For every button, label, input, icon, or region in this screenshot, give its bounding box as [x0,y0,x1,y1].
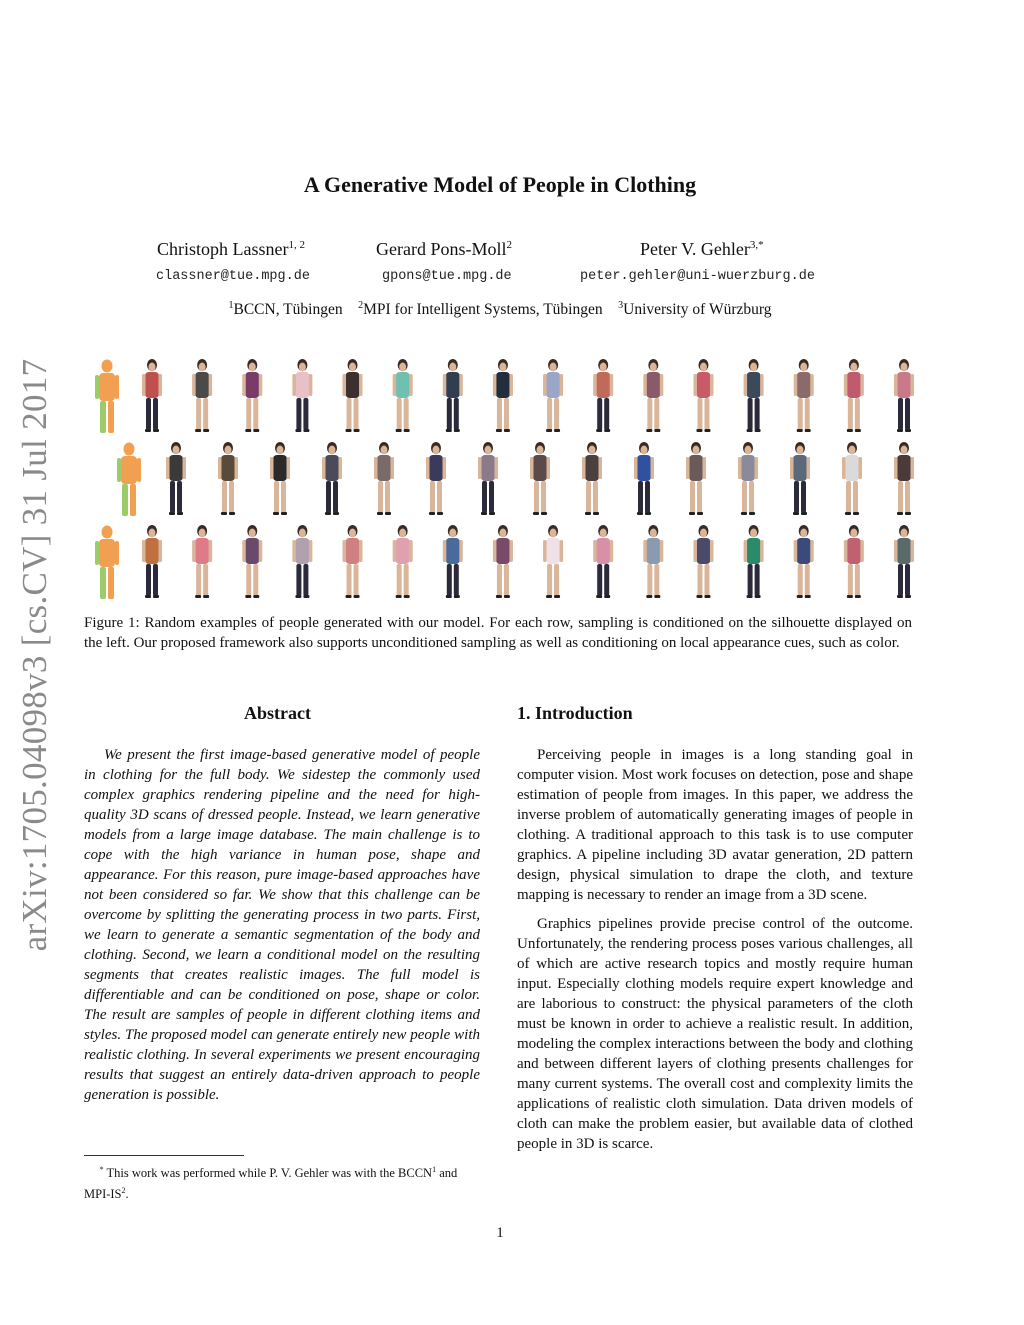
intro-paragraph-2: Graphics pipelines provide precise control of the outcome. Unfortunately, the rendering process poses various challenges, all of which are active research topics and mostly require human input. Especially clothing models require expert knowledge and are laborious to construct: the physical parameters of the cloth must be known in order to achieve a realistic result. In addition, modeling the complex interactions between the body and clothing and between different layers of clothing presents challenges for many current systems. The overall cost and complexity limits the applications of realistic cloth simulation. Data driven models of cloth can make the problem easier, but available data of clothed people in 3D is scarce. [517,916,913,1152]
generated-person [844,525,864,598]
footnote-rule [84,1155,244,1156]
generated-person [426,442,446,515]
generated-person [744,525,764,598]
affil-2: MPI for Intelligent Systems, Tübingen [363,301,603,319]
author-2-email[interactable]: gpons@tue.mpg.de [382,269,512,284]
generated-person [844,359,864,432]
generated-person [393,359,413,432]
author-2-name: Gerard Pons-Moll [376,239,507,259]
intro-paragraph-1: Perceiving people in images is a long standing goal in computer vision. Most work focuses on detection, pose and shape estimation of people from images. In this paper, we address the inverse problem of automatically generating images of people in clothing. A traditional approach to this task is to use computer graphics. A pipeline including 3D avatar generation, 2D pattern design, physical simulation to drape the cloth, and texture mapping is necessary to render an image from a 3D scene. [517,747,913,903]
generated-person [292,525,312,598]
generated-person [192,525,212,598]
generated-person [643,359,663,432]
generated-person [374,442,394,515]
footnote [84,1161,480,1203]
generated-person [686,442,706,515]
generated-person [582,442,602,515]
generated-person [192,359,212,432]
affil-3: University of Würzburg [623,301,772,319]
paper-title: A Generative Model of People in Clothing [303,172,697,197]
generated-person [693,525,713,598]
generated-person [218,442,238,515]
generated-person [794,525,814,598]
generated-person [738,442,758,515]
generated-person [270,442,290,515]
author-3 [640,239,764,260]
arxiv-stamp: arXiv:1705.04098v3 [cs.CV] 31 Jul 2017 [15,358,54,952]
generated-person [443,525,463,598]
generated-person [493,525,513,598]
author-3-sup: 3,* [749,239,764,251]
generated-person [493,359,513,432]
generated-person [530,442,550,515]
footnote-sup-2: 2 [121,1186,126,1196]
generated-person [842,442,862,515]
conditioning-silhouette [95,360,119,434]
generated-person [242,359,262,432]
footnote-text-1: This work was performed while P. V. Gehler was with the BCCN [103,1166,433,1181]
author-2-sup: 2 [506,239,512,251]
generated-person [142,525,162,598]
conditioning-silhouette [95,526,119,600]
author-1-name: Christoph Lassner [157,239,289,259]
affil-1: BCCN, Tübingen [233,301,343,319]
author-1-sup: 1, 2 [288,239,305,251]
affil-1-sup: 1 [228,300,234,311]
figure-people-grid [86,356,914,606]
figure-caption: Figure 1: Random examples of people generated with our model. For each row, sampling is conditioned on the silhouette displayed on the left. Our proposed framework also supports unconditioned sampling as well as conditioning on local appearance cues, such as color. [84,615,912,651]
abstract-heading: Abstract [244,703,311,723]
generated-person [322,442,342,515]
abstract-text: We present the first image-based generative model of people in clothing for the full body. We sidestep the commonly used complex graphics rendering pipeline and the need for high-quality 3D scans of dressed people. Instead, we learn generative models from a large image database. The main challenge is to cope with the high variance in human pose, shape and appearance. For this reason, pure image-based approaches have not been considered so far. We show that this challenge can be overcome by splitting the generating process in two parts. First, we learn to generate a semantic segmentation of the body and clothing. Second, we learn a conditional model on the resulting segments that creates realistic images. The full model is differentiable and can be conditioned on pose, shape or color. The result are samples of people in different clothing items and styles. The proposed model can generate entirely new people with realistic clothing. In several experiments we present encouraging results that suggest an entirely data-driven approach to people generation is possible. [84,747,480,1103]
generated-person [693,359,713,432]
author-3-name: Peter V. Gehler [640,239,750,259]
generated-person [142,359,162,432]
generated-person [543,359,563,432]
affiliations [0,300,1000,319]
generated-person [643,525,663,598]
footnote-marker: * [99,1165,104,1174]
introduction-heading: 1. Introduction [517,703,633,723]
generated-person [166,442,186,515]
generated-person [393,525,413,598]
affil-3-sup: 3 [618,300,624,311]
introduction-body [517,745,913,1154]
footnote-sup-1: 1 [432,1165,437,1174]
generated-person [894,525,914,598]
generated-person [744,359,764,432]
generated-person [794,359,814,432]
generated-person [894,442,914,515]
generated-person [790,442,810,515]
generated-person [894,359,914,432]
conditioning-silhouette [117,443,141,517]
generated-person [292,359,312,432]
generated-person [634,442,654,515]
affil-2-sup: 2 [358,300,364,311]
author-3-email[interactable]: peter.gehler@uni-wuerzburg.de [580,269,815,284]
author-2 [376,239,512,260]
author-1-email[interactable]: classner@tue.mpg.de [156,269,310,284]
page-number: 1 [496,1225,504,1241]
generated-person [593,525,613,598]
footnote-text-2: and MPI-IS [84,1166,458,1202]
generated-person [543,525,563,598]
generated-person [443,359,463,432]
generated-person [242,525,262,598]
footnote-text-3: . [125,1187,129,1202]
generated-person [478,442,498,515]
generated-person [343,525,363,598]
generated-person [593,359,613,432]
author-1 [157,239,305,260]
generated-person [343,359,363,432]
